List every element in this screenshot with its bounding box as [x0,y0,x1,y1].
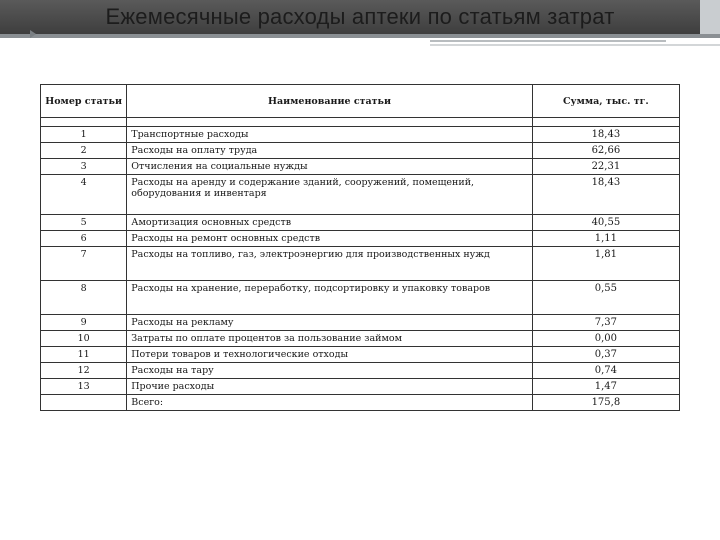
table-row [41,379,680,395]
table-spacer-row [41,118,680,127]
row-number: 12 [41,363,127,379]
table-row [41,281,680,315]
row-name: Транспортные расходы [127,127,533,143]
row-name: Расходы на ремонт основных средств [127,231,533,247]
row-name: Затраты по оплате процентов за пользование займом [127,331,533,347]
title-stripe-thin-2 [430,44,720,46]
row-number: 5 [41,215,127,231]
table-body [41,118,680,411]
row-number: 10 [41,331,127,347]
row-number: 2 [41,143,127,159]
total-amount: 175,8 [532,395,679,411]
row-name: Расходы на оплату труда [127,143,533,159]
row-number: 4 [41,175,127,215]
title-stripe [0,34,720,38]
table-row [41,159,680,175]
row-name: Расходы на топливо, газ, электроэнергию для производственных нужд [127,247,533,281]
spacer-cell [532,118,679,127]
table-header-row [41,85,680,118]
page-title: Ежемесячные расходы аптеки по статьям затрат [105,4,615,29]
row-number: 9 [41,315,127,331]
spacer-cell [127,118,533,127]
row-number: 7 [41,247,127,281]
table-row [41,175,680,215]
row-amount: 62,66 [532,143,679,159]
table-row [41,143,680,159]
row-number: 6 [41,231,127,247]
expenses-table [40,84,680,411]
row-amount: 22,31 [532,159,679,175]
row-name: Прочие расходы [127,379,533,395]
table-row [41,127,680,143]
row-amount: 0,74 [532,363,679,379]
row-name: Расходы на аренду и содержание зданий, сооружений, помещений, оборудования и инвентаря [127,175,533,215]
row-amount: 18,43 [532,175,679,215]
spacer-cell [41,118,127,127]
row-amount: 18,43 [532,127,679,143]
row-number: 1 [41,127,127,143]
row-number: 11 [41,347,127,363]
row-amount: 1,11 [532,231,679,247]
table-row [41,363,680,379]
table-row [41,331,680,347]
table-row [41,231,680,247]
row-amount: 40,55 [532,215,679,231]
row-amount: 1,81 [532,247,679,281]
row-name: Амортизация основных средств [127,215,533,231]
table-row [41,215,680,231]
header-amount: Сумма, тыс. тг. [532,85,679,118]
total-empty-cell [41,395,127,411]
table-row [41,315,680,331]
row-name: Отчисления на социальные нужды [127,159,533,175]
row-name: Расходы на рекламу [127,315,533,331]
title-stripe-thin [430,40,666,42]
table-row [41,247,680,281]
bullet-arrow-icon [30,30,36,38]
row-amount: 0,37 [532,347,679,363]
row-number: 8 [41,281,127,315]
header-name: Наименование статьи [127,85,533,118]
row-amount: 0,00 [532,331,679,347]
row-amount: 0,55 [532,281,679,315]
row-number: 13 [41,379,127,395]
header-number: Номер статьи [41,85,127,118]
total-label: Всего: [127,395,533,411]
row-name: Расходы на хранение, переработку, подсортировку и упаковку товаров [127,281,533,315]
row-name: Потери товаров и технологические отходы [127,347,533,363]
row-amount: 1,47 [532,379,679,395]
row-name: Расходы на тару [127,363,533,379]
total-row [41,395,680,411]
table-row [41,347,680,363]
row-amount: 7,37 [532,315,679,331]
row-number: 3 [41,159,127,175]
title-bar [0,0,720,34]
